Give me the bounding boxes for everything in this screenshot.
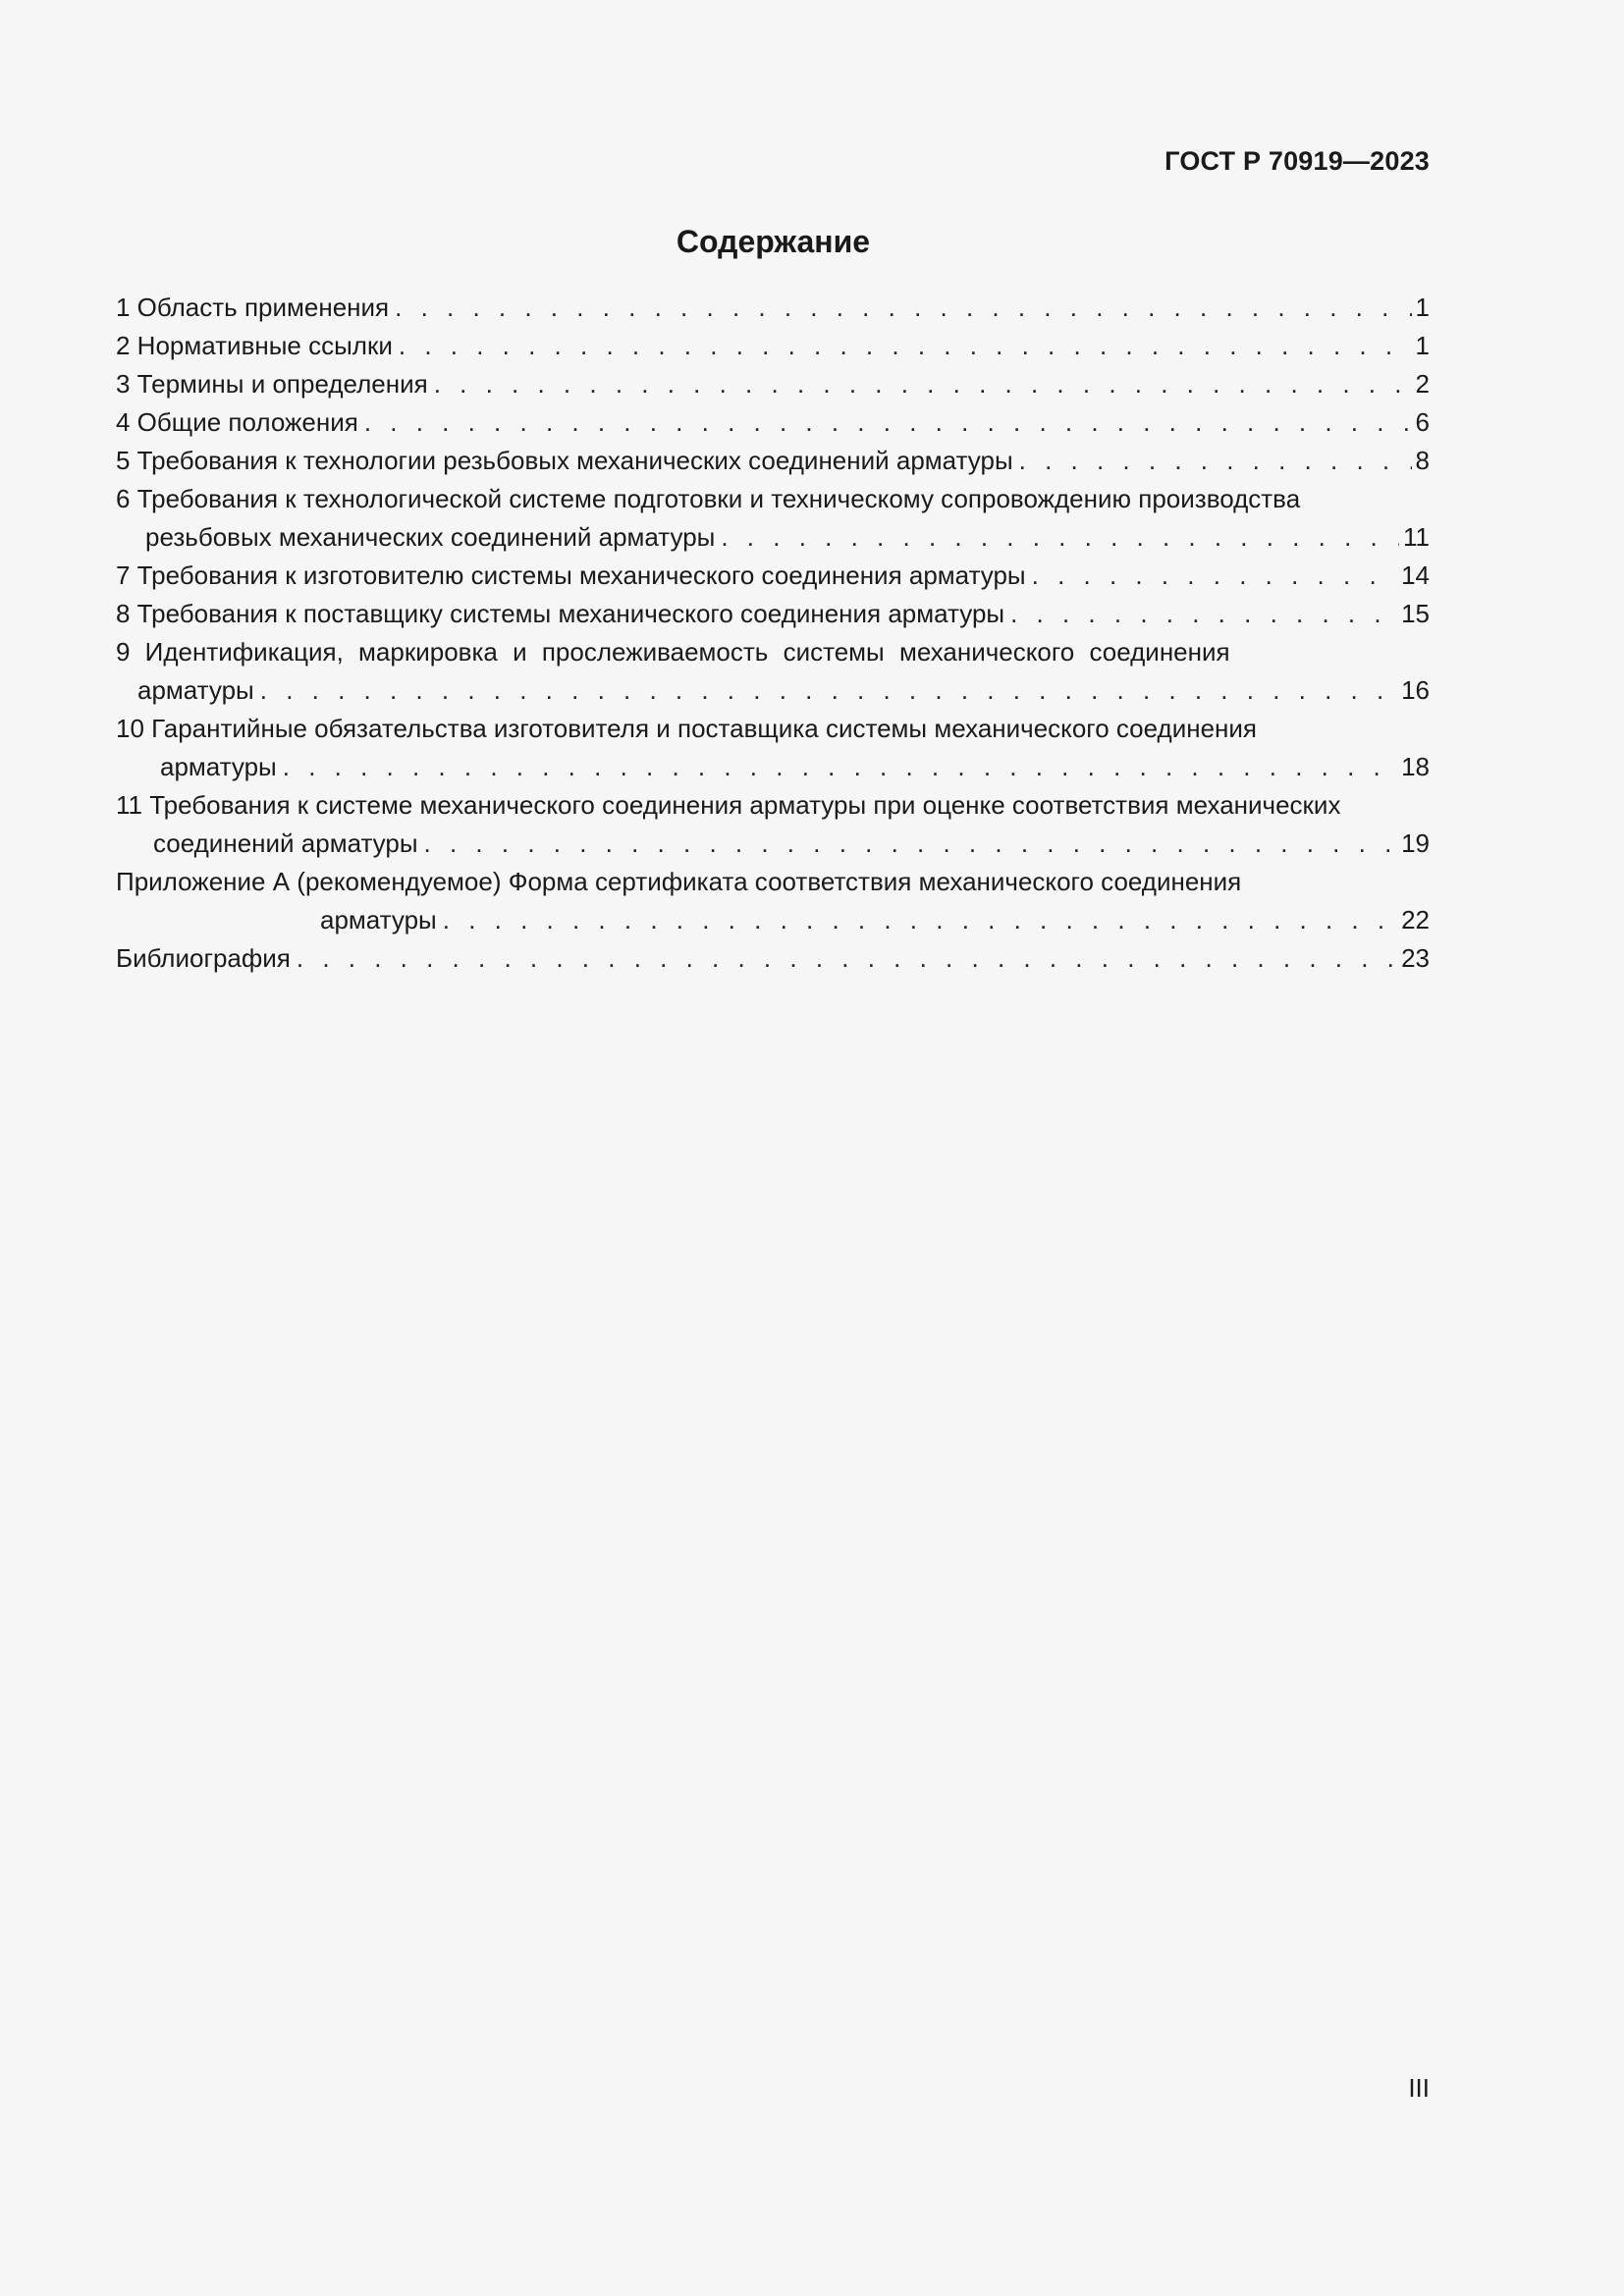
toc-entry-title: 2 Нормативные ссылки xyxy=(116,331,393,360)
dot-leader xyxy=(1032,557,1397,595)
page-title: Содержание xyxy=(676,224,871,259)
toc-entry-page: 16 xyxy=(1401,675,1430,705)
toc-entry-appendix-a[interactable] xyxy=(116,863,1430,939)
toc-entry-title-line2: резьбовых механических соединений арматуры xyxy=(145,522,716,552)
toc-entry-title-line1: 10 Гарантийные обязательства изготовителя и поставщика системы механического соединения xyxy=(116,714,1258,743)
toc-entry-title: 3 Термины и определения xyxy=(116,369,428,399)
toc-entry-page: 8 xyxy=(1415,446,1430,475)
toc-entry-title-line1: Приложение А (рекомендуемое) Форма сертификата соответствия механического соединения xyxy=(116,867,1242,896)
toc-entry-title: Библиография xyxy=(116,943,291,973)
toc-entry-title: 7 Требования к изготовителю системы механического соединения арматуры xyxy=(116,561,1026,590)
toc-entry-page: 6 xyxy=(1415,407,1430,437)
toc-entry-page: 18 xyxy=(1401,752,1430,781)
dot-leader xyxy=(297,939,1397,978)
toc-entry-title-line2: арматуры xyxy=(320,905,437,934)
dot-leader xyxy=(1010,595,1397,633)
toc-entry[interactable] xyxy=(116,442,1430,480)
toc-entry-title-line1: 6 Требования к технологической системе подготовки и техническому сопровождению производства xyxy=(116,484,1301,513)
dot-leader xyxy=(1019,442,1412,480)
toc-entry[interactable] xyxy=(116,710,1430,786)
dot-leader xyxy=(260,671,1397,710)
toc-entry[interactable] xyxy=(116,480,1430,557)
toc-entry-page: 14 xyxy=(1401,561,1430,590)
toc-entry-title-line2: арматуры xyxy=(137,675,254,705)
toc-entry-title-line1: 9 Идентификация, маркировка и прослеживаемость системы механического соединения xyxy=(116,637,1230,667)
toc-entry[interactable] xyxy=(116,557,1430,595)
toc-entry[interactable] xyxy=(116,365,1430,403)
toc-entry-page: 19 xyxy=(1401,828,1430,858)
toc-entry-title: 4 Общие положения xyxy=(116,407,358,437)
dot-leader xyxy=(395,289,1411,327)
document-code: ГОСТ Р 70919—2023 xyxy=(1164,146,1430,176)
toc-entry-title-line2: арматуры xyxy=(160,752,277,781)
table-of-contents xyxy=(116,289,1430,978)
dot-leader xyxy=(721,518,1399,557)
dot-leader xyxy=(434,365,1412,403)
toc-entry-page: 1 xyxy=(1415,293,1430,322)
toc-entry-page: 1 xyxy=(1415,331,1430,360)
toc-entry-page: 22 xyxy=(1401,905,1430,934)
toc-entry[interactable] xyxy=(116,289,1430,327)
toc-entry-title: 8 Требования к поставщику системы механического соединения арматуры xyxy=(116,599,1005,628)
toc-entry-title: 5 Требования к технологии резьбовых механических соединений арматуры xyxy=(116,446,1013,475)
toc-entry-page: 15 xyxy=(1401,599,1430,628)
toc-entry[interactable] xyxy=(116,403,1430,442)
toc-entry-title: 1 Область применения xyxy=(116,293,390,322)
page-number: III xyxy=(1408,2073,1430,2103)
dot-leader xyxy=(424,825,1398,863)
dot-leader xyxy=(443,901,1397,939)
toc-entry-title-line2: соединений арматуры xyxy=(153,828,418,858)
dot-leader xyxy=(364,403,1412,442)
toc-entry[interactable] xyxy=(116,327,1430,365)
toc-entry-page: 23 xyxy=(1401,943,1430,973)
toc-entry-page: 2 xyxy=(1415,369,1430,399)
toc-entry[interactable] xyxy=(116,595,1430,633)
dot-leader xyxy=(399,327,1412,365)
toc-entry[interactable] xyxy=(116,633,1430,710)
toc-entry[interactable] xyxy=(116,786,1430,863)
toc-entry-page: 11 xyxy=(1403,522,1430,552)
toc-entry-title-line1: 11 Требования к системе механического соединения арматуры при оценке соответствия механических xyxy=(116,790,1341,820)
dot-leader xyxy=(283,748,1397,786)
toc-entry-bibliography[interactable] xyxy=(116,939,1430,978)
